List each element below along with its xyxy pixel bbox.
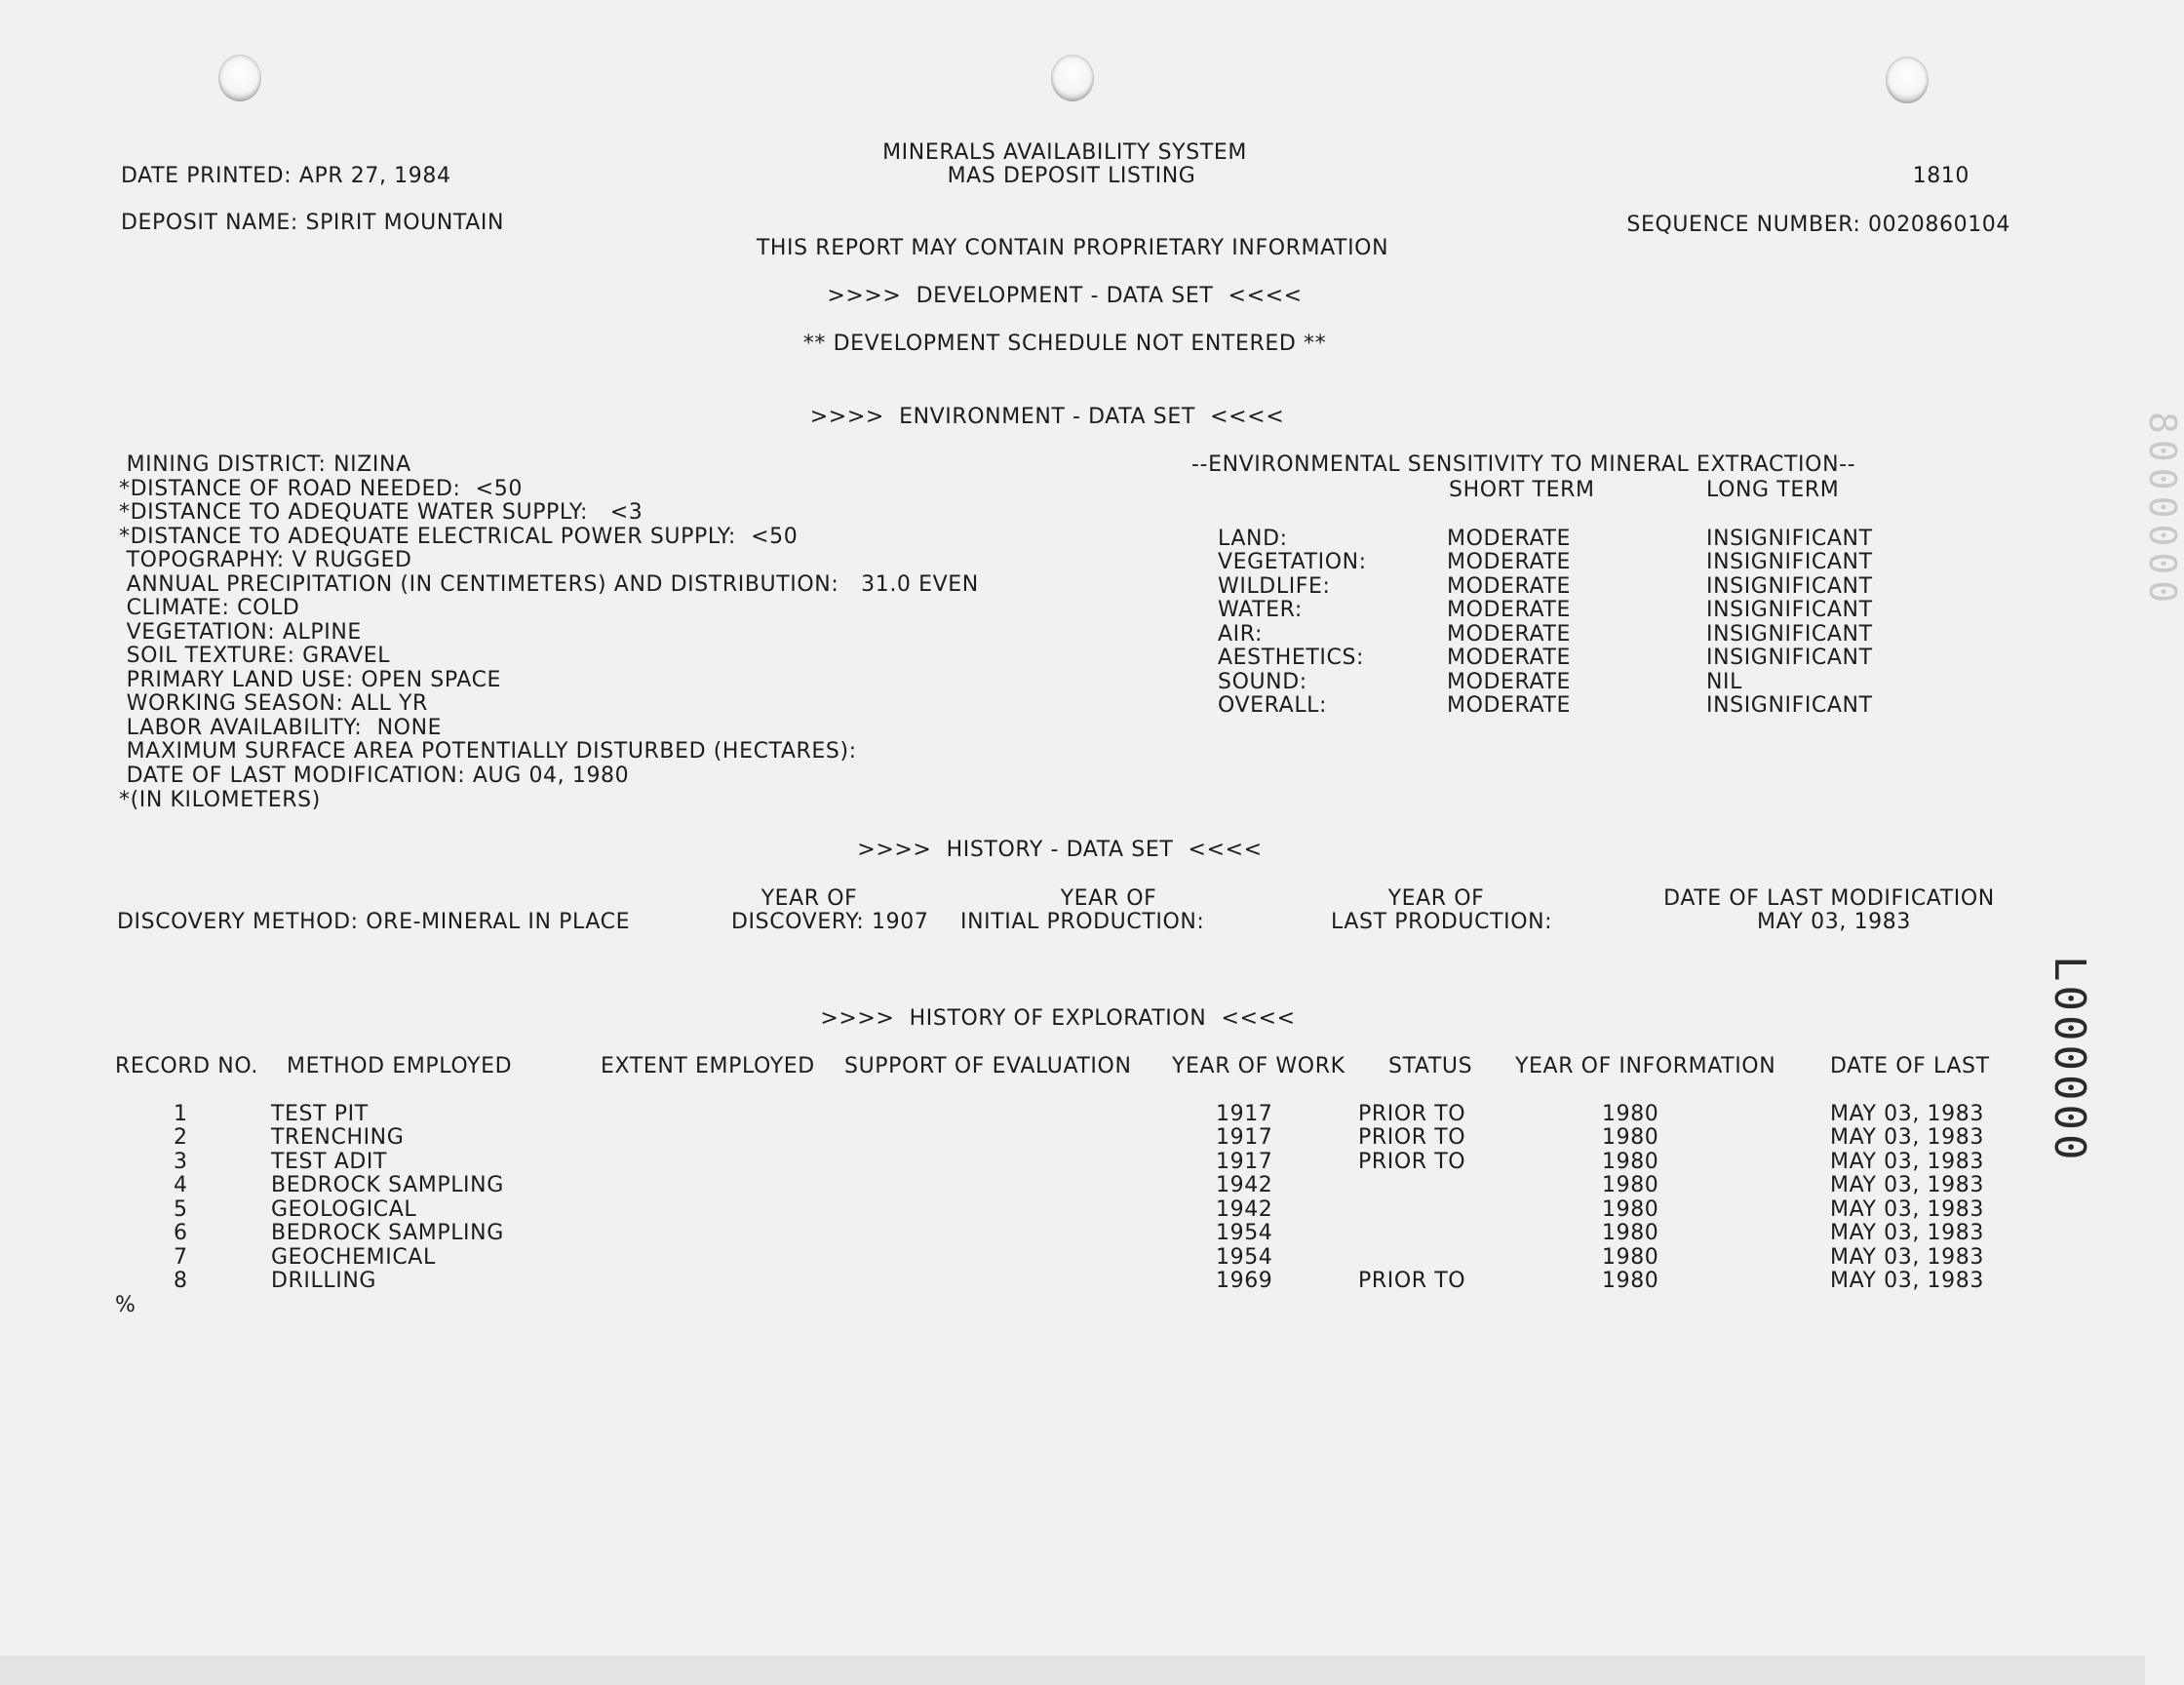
- system-title: MINERALS AVAILABILITY SYSTEM: [882, 140, 1247, 165]
- row-year: 1917: [1216, 1102, 1273, 1126]
- env-line: PRIMARY LAND USE: OPEN SPACE: [119, 668, 502, 692]
- env-line: DATE OF LAST MODIFICATION: AUG 04, 1980: [119, 764, 630, 788]
- row-method: TEST PIT: [271, 1102, 369, 1126]
- environment-heading: >>>> ENVIRONMENT - DATA SET <<<<: [809, 405, 1285, 429]
- row-status: PRIOR TO: [1358, 1125, 1466, 1150]
- row-date: MAY 03, 1983: [1830, 1125, 1984, 1150]
- sensitivity-short: MODERATE: [1447, 598, 1572, 622]
- proprietary-notice: THIS REPORT MAY CONTAIN PROPRIETARY INFORMATION: [756, 236, 1389, 260]
- sensitivity-short: MODERATE: [1447, 670, 1572, 694]
- row-no: 3: [174, 1150, 188, 1174]
- punch-hole-center: [1051, 55, 1094, 101]
- last-production-label: YEAR OF: [1387, 886, 1485, 911]
- sensitivity-label: WILDLIFE:: [1218, 574, 1331, 599]
- env-line: *(IN KILOMETERS): [119, 788, 321, 812]
- env-line: LABOR AVAILABILITY: NONE: [119, 716, 443, 740]
- scan-edge: [0, 1656, 2145, 1685]
- sensitivity-label: AESTHETICS:: [1218, 646, 1365, 670]
- sensitivity-long: INSIGNIFICANT: [1706, 527, 1873, 551]
- year-of-discovery: DISCOVERY: 1907: [731, 910, 929, 934]
- sensitivity-short: MODERATE: [1447, 527, 1572, 551]
- row-no: 6: [174, 1221, 188, 1245]
- deposit-name: DEPOSIT NAME: SPIRIT MOUNTAIN: [121, 211, 505, 235]
- sensitivity-long: INSIGNIFICANT: [1706, 574, 1873, 599]
- col-status: STATUS: [1388, 1054, 1473, 1078]
- row-info: 1980: [1602, 1150, 1659, 1174]
- env-line: TOPOGRAPHY: V RUGGED: [119, 548, 412, 572]
- row-method: TEST ADIT: [271, 1150, 388, 1174]
- env-line: SOIL TEXTURE: GRAVEL: [119, 644, 391, 668]
- exploration-heading: >>>> HISTORY OF EXPLORATION <<<<: [820, 1006, 1296, 1031]
- row-status: PRIOR TO: [1358, 1102, 1466, 1126]
- sensitivity-label: SOUND:: [1218, 670, 1307, 694]
- sensitivity-long: INSIGNIFICANT: [1706, 693, 1873, 718]
- row-info: 1980: [1602, 1245, 1659, 1270]
- row-no: 5: [174, 1197, 188, 1222]
- history-last-mod-label: DATE OF LAST MODIFICATION: [1663, 886, 1995, 911]
- row-date: MAY 03, 1983: [1830, 1197, 1984, 1222]
- sensitivity-title: --ENVIRONMENTAL SENSITIVITY TO MINERAL EXTRACTION--: [1191, 452, 1856, 477]
- row-info: 1980: [1602, 1269, 1659, 1293]
- env-line: CLIMATE: COLD: [119, 596, 300, 620]
- initial-production: INITIAL PRODUCTION:: [960, 910, 1205, 934]
- year-of-discovery-label: YEAR OF: [760, 886, 858, 911]
- page-number: 1810: [1912, 164, 1970, 188]
- env-line: *DISTANCE TO ADEQUATE WATER SUPPLY: <3: [119, 500, 644, 525]
- row-method: DRILLING: [271, 1269, 377, 1293]
- env-line: WORKING SEASON: ALL YR: [119, 691, 428, 716]
- row-status: PRIOR TO: [1358, 1150, 1466, 1174]
- row-year: 1942: [1216, 1173, 1273, 1197]
- row-info: 1980: [1602, 1125, 1659, 1150]
- env-line: *DISTANCE OF ROAD NEEDED: <50: [119, 477, 523, 501]
- sensitivity-label: WATER:: [1218, 598, 1303, 622]
- sensitivity-long: INSIGNIFICANT: [1706, 622, 1873, 647]
- faint-stamp-number: 8000000: [2141, 411, 2184, 609]
- row-method: GEOLOGICAL: [271, 1197, 417, 1222]
- row-year: 1954: [1216, 1245, 1273, 1270]
- row-method: BEDROCK SAMPLING: [271, 1173, 504, 1197]
- row-no: 1: [174, 1102, 188, 1126]
- row-year: 1917: [1216, 1150, 1273, 1174]
- row-no: 4: [174, 1173, 188, 1197]
- col-date-of-last: DATE OF LAST: [1830, 1054, 1990, 1078]
- row-date: MAY 03, 1983: [1830, 1269, 1984, 1293]
- date-printed: DATE PRINTED: APR 27, 1984: [121, 164, 451, 188]
- row-date: MAY 03, 1983: [1830, 1150, 1984, 1174]
- sensitivity-long: NIL: [1706, 670, 1743, 694]
- development-note: ** DEVELOPMENT SCHEDULE NOT ENTERED **: [802, 332, 1327, 356]
- end-marker: %: [115, 1293, 136, 1317]
- row-method: GEOCHEMICAL: [271, 1245, 436, 1270]
- row-no: 2: [174, 1125, 188, 1150]
- history-last-mod-date: MAY 03, 1983: [1757, 910, 1911, 934]
- env-line: VEGETATION: ALPINE: [119, 620, 362, 645]
- sensitivity-short: MODERATE: [1447, 693, 1572, 718]
- listing-title: MAS DEPOSIT LISTING: [947, 164, 1196, 188]
- col-extent: EXTENT EMPLOYED: [601, 1054, 815, 1078]
- row-no: 7: [174, 1245, 188, 1270]
- row-date: MAY 03, 1983: [1830, 1173, 1984, 1197]
- sensitivity-long: INSIGNIFICANT: [1706, 646, 1873, 670]
- row-method: TRENCHING: [271, 1125, 405, 1150]
- sequence-number: SEQUENCE NUMBER: 0020860104: [1626, 213, 2010, 237]
- col-method: METHOD EMPLOYED: [287, 1054, 513, 1078]
- row-method: BEDROCK SAMPLING: [271, 1221, 504, 1245]
- col-year-of-work: YEAR OF WORK: [1172, 1054, 1346, 1078]
- row-date: MAY 03, 1983: [1830, 1102, 1984, 1126]
- row-year: 1954: [1216, 1221, 1273, 1245]
- punch-hole-right: [1886, 57, 1929, 103]
- row-info: 1980: [1602, 1197, 1659, 1222]
- row-date: MAY 03, 1983: [1830, 1221, 1984, 1245]
- row-info: 1980: [1602, 1221, 1659, 1245]
- last-production: LAST PRODUCTION:: [1331, 910, 1553, 934]
- row-date: MAY 03, 1983: [1830, 1245, 1984, 1270]
- discovery-method: DISCOVERY METHOD: ORE-MINERAL IN PLACE: [117, 910, 631, 934]
- env-line: MAXIMUM SURFACE AREA POTENTIALLY DISTURBED (HECTARES):: [119, 739, 857, 764]
- row-no: 8: [174, 1269, 188, 1293]
- sensitivity-short: MODERATE: [1447, 622, 1572, 647]
- sensitivity-long: INSIGNIFICANT: [1706, 598, 1873, 622]
- control-stamp-number: L000000: [2045, 956, 2094, 1164]
- col-support: SUPPORT OF EVALUATION: [844, 1054, 1132, 1078]
- sensitivity-label: OVERALL:: [1218, 693, 1328, 718]
- env-line: *DISTANCE TO ADEQUATE ELECTRICAL POWER SUPPLY: <50: [119, 525, 799, 549]
- row-year: 1969: [1216, 1269, 1273, 1293]
- col-record-no: RECORD NO.: [115, 1054, 258, 1078]
- row-info: 1980: [1602, 1102, 1659, 1126]
- sensitivity-label: AIR:: [1218, 622, 1263, 647]
- row-info: 1980: [1602, 1173, 1659, 1197]
- sensitivity-short: MODERATE: [1447, 550, 1572, 574]
- row-year: 1942: [1216, 1197, 1273, 1222]
- long-term-header: LONG TERM: [1706, 478, 1840, 502]
- sensitivity-long: INSIGNIFICANT: [1706, 550, 1873, 574]
- col-year-of-info: YEAR OF INFORMATION: [1515, 1054, 1776, 1078]
- row-year: 1917: [1216, 1125, 1273, 1150]
- sensitivity-label: LAND:: [1218, 527, 1288, 551]
- development-heading: >>>> DEVELOPMENT - DATA SET <<<<: [827, 284, 1303, 308]
- initial-production-label: YEAR OF: [1060, 886, 1157, 911]
- punch-hole-left: [218, 55, 261, 101]
- env-line: MINING DISTRICT: NIZINA: [119, 452, 411, 477]
- sensitivity-label: VEGETATION:: [1218, 550, 1367, 574]
- history-heading: >>>> HISTORY - DATA SET <<<<: [857, 838, 1263, 862]
- sensitivity-short: MODERATE: [1447, 574, 1572, 599]
- short-term-header: SHORT TERM: [1449, 478, 1595, 502]
- row-status: PRIOR TO: [1358, 1269, 1466, 1293]
- sensitivity-short: MODERATE: [1447, 646, 1572, 670]
- env-line: ANNUAL PRECIPITATION (IN CENTIMETERS) AND DISTRIBUTION: 31.0 EVEN: [119, 572, 979, 597]
